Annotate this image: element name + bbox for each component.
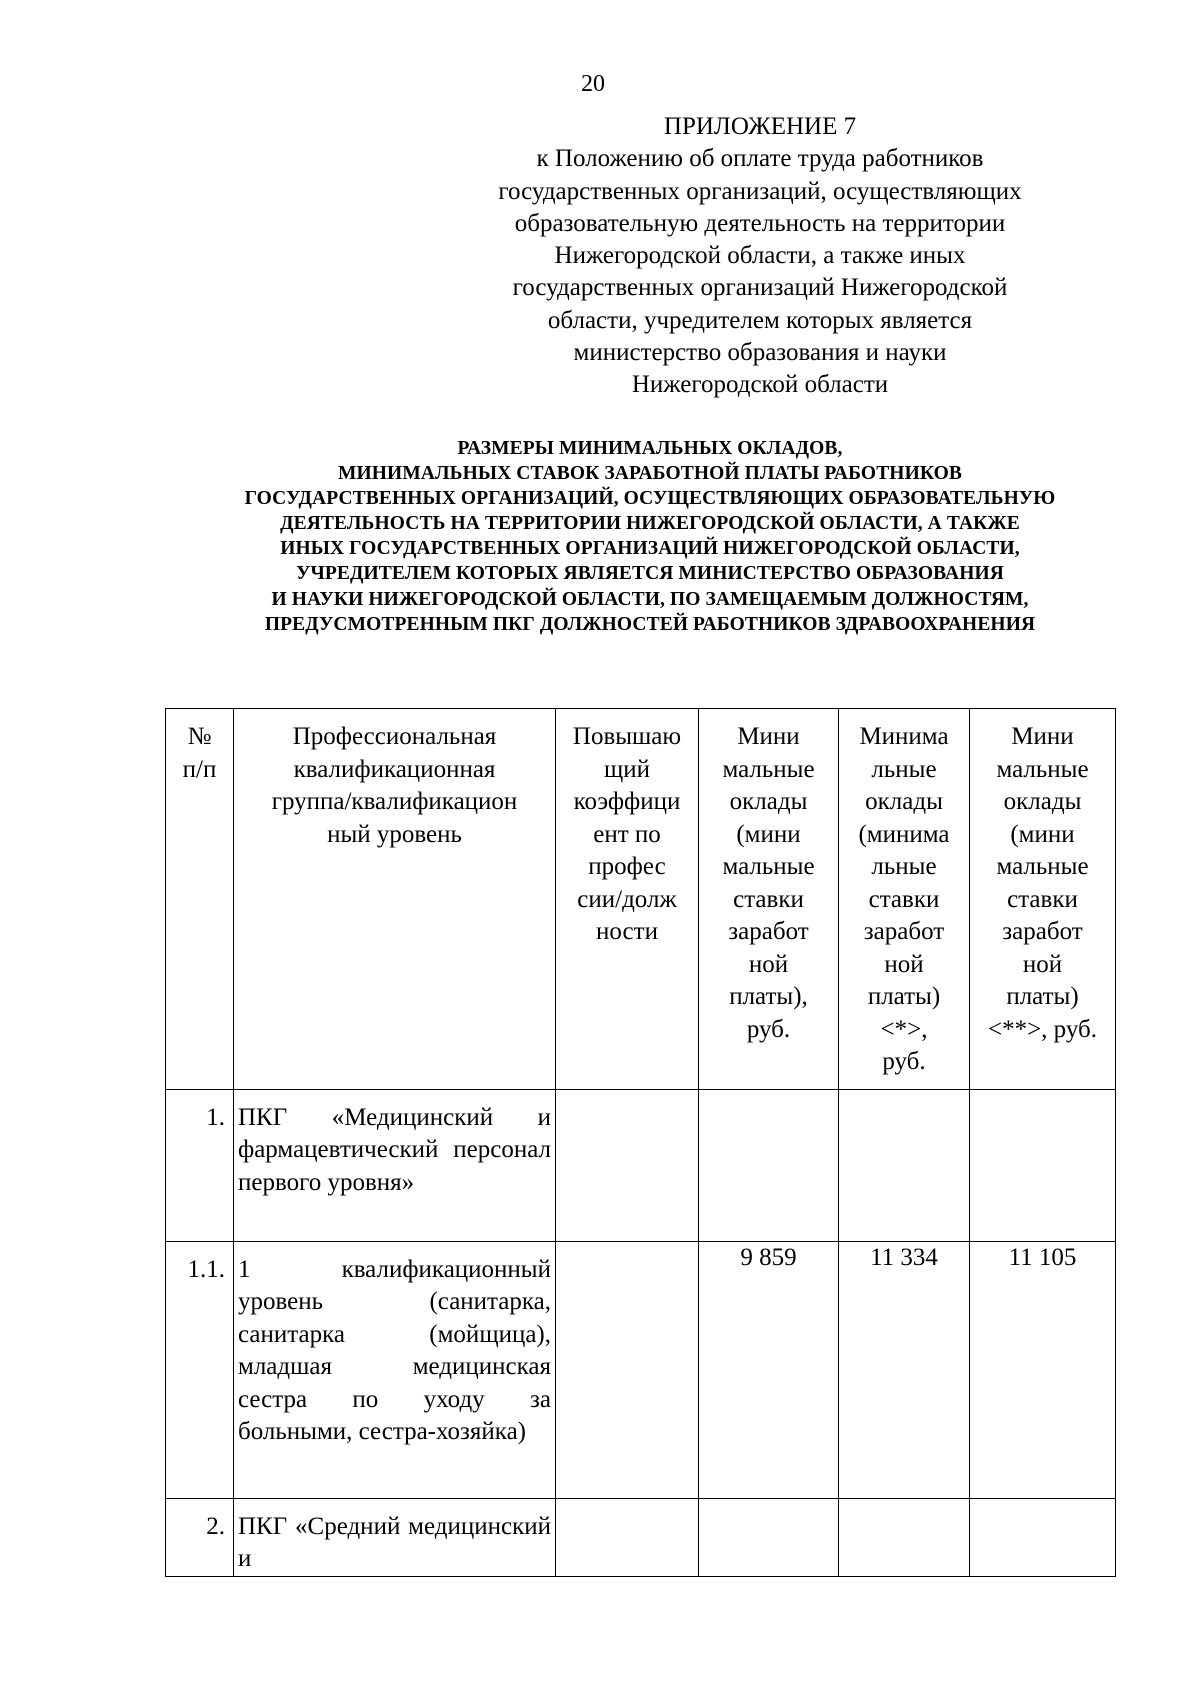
- header-line: ставки: [868, 885, 940, 913]
- document-heading: [100, 436, 1200, 637]
- appendix-subtitle-line: образовательную деятельность на территории: [514, 209, 1006, 237]
- header-line: ной: [1022, 950, 1063, 978]
- header-line: профес: [588, 853, 666, 880]
- header-line: №: [187, 723, 212, 750]
- header-num: [166, 709, 234, 1090]
- row-min-salary-double-star: 11 105: [970, 1241, 1116, 1498]
- appendix-title: ПРИЛОЖЕНИЕ 7: [663, 113, 857, 140]
- header-line: группа/квалификацион: [271, 788, 518, 815]
- header-line: <**>, руб.: [987, 1015, 1097, 1043]
- row-min-salary-double-star: [970, 1498, 1116, 1576]
- salary-table: [165, 708, 1116, 1577]
- header-line: Повышаю: [572, 723, 682, 750]
- header-group: [234, 709, 556, 1090]
- row-min-salary: [699, 1498, 839, 1576]
- header-line: льные: [871, 755, 937, 783]
- header-line: коэффици: [573, 788, 681, 815]
- header-line: <*>,: [880, 1015, 928, 1043]
- header-line: ной: [748, 950, 789, 978]
- header-coefficient: [556, 709, 699, 1090]
- header-min-salary-double-star: [970, 709, 1116, 1090]
- header-line: платы): [867, 983, 941, 1010]
- header-line: мальные: [722, 853, 815, 880]
- header-line: ент по: [593, 820, 661, 848]
- header-line: оклады: [729, 788, 808, 815]
- header-line: заработ: [863, 918, 945, 945]
- header-line: оклады: [1003, 788, 1082, 815]
- header-line: щий: [603, 755, 650, 783]
- table-row: [166, 1089, 1116, 1241]
- header-line: ной: [884, 950, 924, 978]
- header-line: Профессиональная: [292, 723, 497, 750]
- header-line: мальные: [996, 853, 1089, 880]
- row-min-salary-double-star: [970, 1089, 1116, 1241]
- row-name: 1 квалификационный уровень (санитарка, санитарка (мойщица), младшая медицинская сестра по уходу за больными, сестра-хозяйка): [234, 1241, 556, 1498]
- header-line: ставки: [1007, 885, 1078, 913]
- header-line: ности: [596, 918, 658, 945]
- heading-line: РАЗМЕРЫ МИНИМАЛЬНЫХ ОКЛАДОВ,: [457, 438, 843, 459]
- row-min-salary-star: 11 334: [839, 1241, 970, 1498]
- header-line: руб.: [746, 1015, 791, 1043]
- appendix-subtitle-line: Нижегородской области, а также иных: [554, 242, 966, 270]
- heading-line: МИНИМАЛЬНЫХ СТАВОК ЗАРАБОТНОЙ ПЛАТЫ РАБОТНИКОВ: [338, 463, 962, 485]
- header-line: (мини: [736, 820, 801, 848]
- heading-line: ГОСУДАРСТВЕННЫХ ОРГАНИЗАЦИЙ, ОСУЩЕСТВЛЯЮЩИХ ОБРАЗОВАТЕЛЬНУЮ: [244, 488, 1056, 510]
- header-line: п/п: [182, 755, 217, 783]
- row-min-salary: [699, 1089, 839, 1241]
- header-min-salary-star: [839, 709, 970, 1090]
- heading-line: УЧРЕДИТЕЛЕМ КОТОРЫХ ЯВЛЯЕТСЯ МИНИСТЕРСТВО ОБРАЗОВАНИЯ: [296, 563, 1004, 585]
- header-line: мальные: [996, 755, 1089, 783]
- heading-line: ИНЫХ ГОСУДАРСТВЕННЫХ ОРГАНИЗАЦИЙ НИЖЕГОРОДСКОЙ ОБЛАСТИ,: [280, 538, 1020, 560]
- appendix-subtitle-line: министерство образования и науки: [573, 339, 947, 367]
- appendix-subtitle-line: государственных организаций, осуществляющих: [498, 177, 1022, 205]
- table-row: [166, 1498, 1116, 1576]
- header-line: заработ: [728, 918, 809, 945]
- header-line: мальные: [722, 755, 815, 783]
- heading-line: ДЕЯТЕЛЬНОСТЬ НА ТЕРРИТОРИИ НИЖЕГОРОДСКОЙ ОБЛАСТИ, А ТАКЖЕ: [280, 513, 1020, 535]
- appendix-block: [440, 111, 1080, 402]
- row-num: 1.1.: [166, 1241, 234, 1498]
- row-name: ПКГ «Средний медицинский и: [234, 1498, 556, 1576]
- appendix-subtitle-line: области, учредителем которых является: [547, 306, 973, 334]
- header-line: ставки: [733, 885, 804, 913]
- row-min-salary: 9 859: [699, 1241, 839, 1498]
- header-min-salary: [699, 709, 839, 1090]
- header-line: (мини: [1010, 820, 1075, 848]
- table-header-row: [166, 709, 1116, 1090]
- row-coefficient: [556, 1089, 699, 1241]
- row-min-salary-star: [839, 1089, 970, 1241]
- header-line: руб.: [882, 1048, 926, 1075]
- row-num: 2.: [166, 1498, 234, 1576]
- header-line: Мини: [1011, 723, 1074, 750]
- header-line: оклады: [865, 788, 943, 815]
- row-num: 1.: [166, 1089, 234, 1241]
- appendix-subtitle-line: государственных организаций Нижегородской: [512, 274, 1008, 302]
- row-name: ПКГ «Медицинский и фармацевтический персонал первого уровня»: [234, 1089, 556, 1241]
- page-number: 20: [581, 71, 605, 97]
- row-coefficient: [556, 1241, 699, 1498]
- header-line: платы): [1006, 983, 1079, 1010]
- header-line: льные: [871, 853, 937, 880]
- header-line: сии/долж: [577, 885, 677, 913]
- header-line: (минима: [858, 820, 950, 848]
- header-line: платы),: [729, 983, 808, 1010]
- heading-line: И НАУКИ НИЖЕГОРОДСКОЙ ОБЛАСТИ, ПО ЗАМЕЩАЕМЫМ ДОЛЖНОСТЯМ,: [271, 588, 1029, 610]
- header-line: ный уровень: [327, 820, 462, 848]
- header-line: квалификационная: [293, 755, 496, 783]
- header-line: заработ: [1002, 918, 1083, 945]
- header-line: Минима: [859, 723, 949, 750]
- table-row: [166, 1241, 1116, 1498]
- header-line: Мини: [737, 723, 800, 750]
- heading-line: ПРЕДУСМОТРЕННЫМ ПКГ ДОЛЖНОСТЕЙ РАБОТНИКОВ ЗДРАВООХРАНЕНИЯ: [264, 613, 1036, 635]
- row-coefficient: [556, 1498, 699, 1576]
- appendix-subtitle-line: Нижегородской области: [631, 371, 889, 399]
- appendix-subtitle-line: к Положению об оплате труда работников: [536, 145, 984, 173]
- row-min-salary-star: [839, 1498, 970, 1576]
